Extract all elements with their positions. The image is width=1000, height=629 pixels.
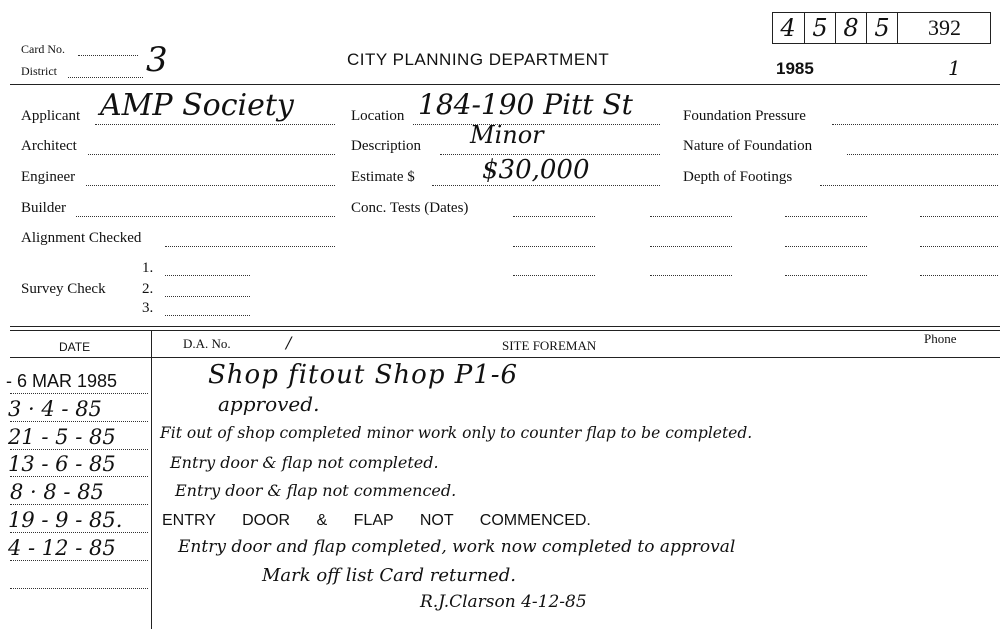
log-date: 19 - 9 - 85. [8, 508, 123, 532]
conc-line [513, 275, 595, 276]
builder-label: Builder [21, 200, 66, 216]
table-top-rule [10, 330, 1000, 331]
log-text: approved. [218, 392, 320, 416]
alignment-label: Alignment Checked [21, 230, 142, 246]
box-digit: 8 [835, 13, 866, 43]
date-line [10, 588, 148, 589]
log-text: Entry door and flap completed, work now completed to approval [178, 537, 736, 557]
district-value: 3 [146, 40, 168, 80]
date-column-divider [151, 330, 152, 629]
applicant-value: AMP Society [100, 88, 294, 123]
alignment-line [165, 246, 335, 247]
description-value: Minor [470, 121, 544, 149]
conc-line [650, 216, 732, 217]
da-mark: / [286, 333, 292, 352]
box-digit: 5 [866, 13, 897, 43]
depth-footings-line [820, 185, 998, 186]
phone-header: Phone [924, 331, 957, 346]
conc-line [785, 216, 867, 217]
foundation-pressure-line [832, 124, 998, 125]
conc-line [920, 216, 998, 217]
date-line [10, 504, 148, 505]
log-text: ENTRY DOOR & FLAP NOT COMMENCED. [162, 512, 591, 529]
date-line [10, 449, 148, 450]
location-label: Location [351, 108, 405, 124]
date-header: DATE [59, 340, 91, 354]
log-date: 8 · 8 - 85 [10, 480, 104, 504]
survey-label: Survey Check [21, 281, 106, 297]
depth-footings-label: Depth of Footings [683, 169, 793, 185]
conc-line [785, 275, 867, 276]
log-text: Mark off list Card returned. [262, 565, 516, 586]
district-label: District [21, 64, 57, 78]
date-line [10, 560, 148, 561]
conc-line [785, 246, 867, 247]
builder-line [76, 216, 335, 217]
header-rule [10, 84, 1000, 85]
description-label: Description [351, 138, 421, 154]
box-digit: 4 [780, 14, 796, 42]
log-text: Entry door & flap not commenced. [175, 481, 457, 500]
survey-num: 2. [142, 281, 154, 297]
survey-line [165, 275, 250, 276]
log-date: 4 - 12 - 85 [8, 536, 116, 560]
date-line [10, 393, 148, 394]
date-line [10, 421, 148, 422]
architect-label: Architect [21, 138, 77, 154]
box-number: 392 [897, 13, 991, 43]
survey-line [165, 296, 250, 297]
box-digit: 5 [804, 13, 835, 43]
card-no-label: Card No. [21, 42, 65, 56]
department-title: CITY PLANNING DEPARTMENT [347, 50, 610, 69]
applicant-line [95, 124, 335, 125]
log-text: Entry door & flap not completed. [170, 453, 439, 472]
foreman-header: SITE FOREMAN [502, 338, 597, 353]
conc-line [650, 246, 732, 247]
conc-line [920, 275, 998, 276]
log-date: - 6 MAR 1985 [6, 371, 118, 391]
card-number-box [772, 12, 991, 44]
log-text: Fit out of shop completed minor work only to counter flap to be completed. [160, 424, 753, 442]
architect-line [88, 154, 335, 155]
date-line [10, 476, 148, 477]
date-line [10, 532, 148, 533]
survey-num: 1. [142, 260, 154, 276]
year: 1985 [776, 59, 814, 78]
nature-foundation-label: Nature of Foundation [683, 138, 813, 154]
conc-line [650, 275, 732, 276]
nature-foundation-line [847, 154, 998, 155]
location-value: 184-190 Pitt St [418, 88, 633, 121]
estimate-label: Estimate $ [351, 169, 415, 185]
conc-tests-label: Conc. Tests (Dates) [351, 200, 469, 216]
estimate-line [432, 185, 660, 186]
estimate-value: $30,000 [482, 155, 590, 185]
district-line [68, 77, 143, 78]
survey-line [165, 315, 250, 316]
box-subnumber: 1 [948, 56, 961, 80]
da-header: D.A. No. [183, 336, 231, 351]
applicant-label: Applicant [21, 108, 81, 124]
table-top-rule [10, 326, 1000, 327]
log-date: 21 - 5 - 85 [8, 425, 116, 449]
log-date: 3 · 4 - 85 [8, 397, 102, 421]
card-no-line [78, 55, 138, 56]
foundation-pressure-label: Foundation Pressure [683, 108, 806, 124]
log-date: 13 - 6 - 85 [8, 452, 116, 476]
table-header-rule [10, 357, 1000, 358]
engineer-line [86, 185, 335, 186]
survey-num: 3. [142, 300, 154, 316]
conc-line [513, 216, 595, 217]
conc-line [920, 246, 998, 247]
log-text: Shop fitout Shop P1-6 [208, 360, 519, 390]
engineer-label: Engineer [21, 169, 76, 185]
signature: R.J.Clarson 4-12-85 [420, 592, 587, 612]
conc-line [513, 246, 595, 247]
